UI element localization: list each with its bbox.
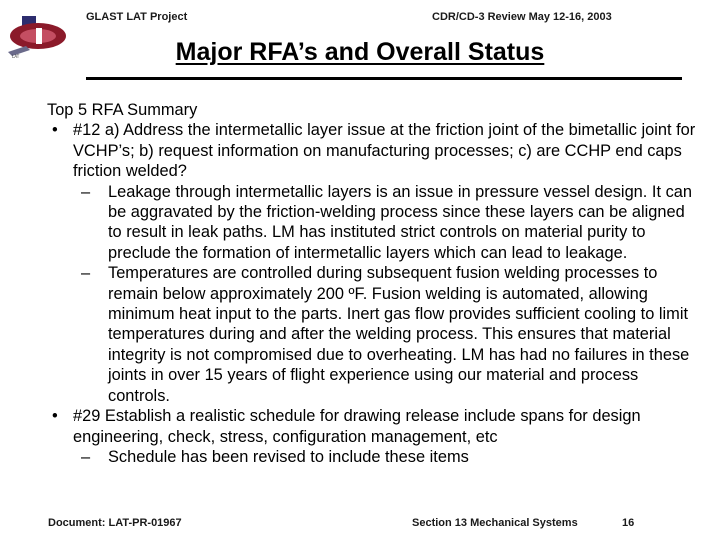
rfa-item-text: #29 Establish a realistic schedule for drawing release include spans for design engineering, check, stress, configuration management, etc: [73, 407, 641, 446]
header-project: GLAST LAT Project: [86, 11, 188, 23]
title-divider: [86, 77, 682, 80]
rfa-subitem-text: Temperatures are controlled during subsequent fusion welding processes to remain below approximately 200 ºF. Fusion welding is automated, allowing minimum heat input to the parts. Inert gas flow provides sufficient cooling to limit temperatures during and after the welding process. This ensures that material integrity is not compromised due to overheating. LM has had no failures in these joints in over 15 years of flight experience using our material and process controls.: [108, 264, 690, 405]
rfa-item-29: [47, 406, 697, 467]
page-title: Major RFA’s and Overall Status: [175, 38, 545, 66]
rfa-subitem: [73, 182, 697, 264]
svg-text:LAT: LAT: [12, 54, 20, 59]
footer-document: Document: LAT-PR-01967: [48, 517, 182, 529]
page-number: 16: [622, 517, 635, 529]
rfa-item-text: #12 a) Address the intermetallic layer issue at the friction joint of the bimetallic joint for VCHP’s; b) request information on manufacturing processes; c) are CCHP end caps friction welded?: [73, 121, 696, 181]
bullet-icon: •: [52, 407, 58, 426]
slide-body: [47, 100, 697, 467]
rfa-subitem: [73, 447, 697, 467]
header-review: CDR/CD-3 Review May 12-16, 2003: [432, 11, 612, 23]
footer-section: Section 13 Mechanical Systems: [412, 517, 578, 529]
dash-icon: –: [81, 264, 91, 283]
dash-icon: –: [81, 182, 91, 201]
rfa-subitem: [73, 263, 697, 406]
rfa-subitem-text: Leakage through intermetallic layers is an issue in pressure vessel design. It can be aggravated by the friction-welding process since these layers can be aligned to result in leak paths. LM has instituted strict controls on material purity to preclude the formation of intermetallic layers which can lead to leakage.: [108, 182, 692, 262]
rfa-subitem-text: Schedule has been revised to include these items: [108, 447, 469, 466]
dash-icon: –: [81, 447, 91, 466]
bullet-icon: •: [52, 121, 58, 140]
summary-heading: Top 5 RFA Summary: [47, 101, 198, 119]
rfa-item-12: [47, 120, 697, 406]
